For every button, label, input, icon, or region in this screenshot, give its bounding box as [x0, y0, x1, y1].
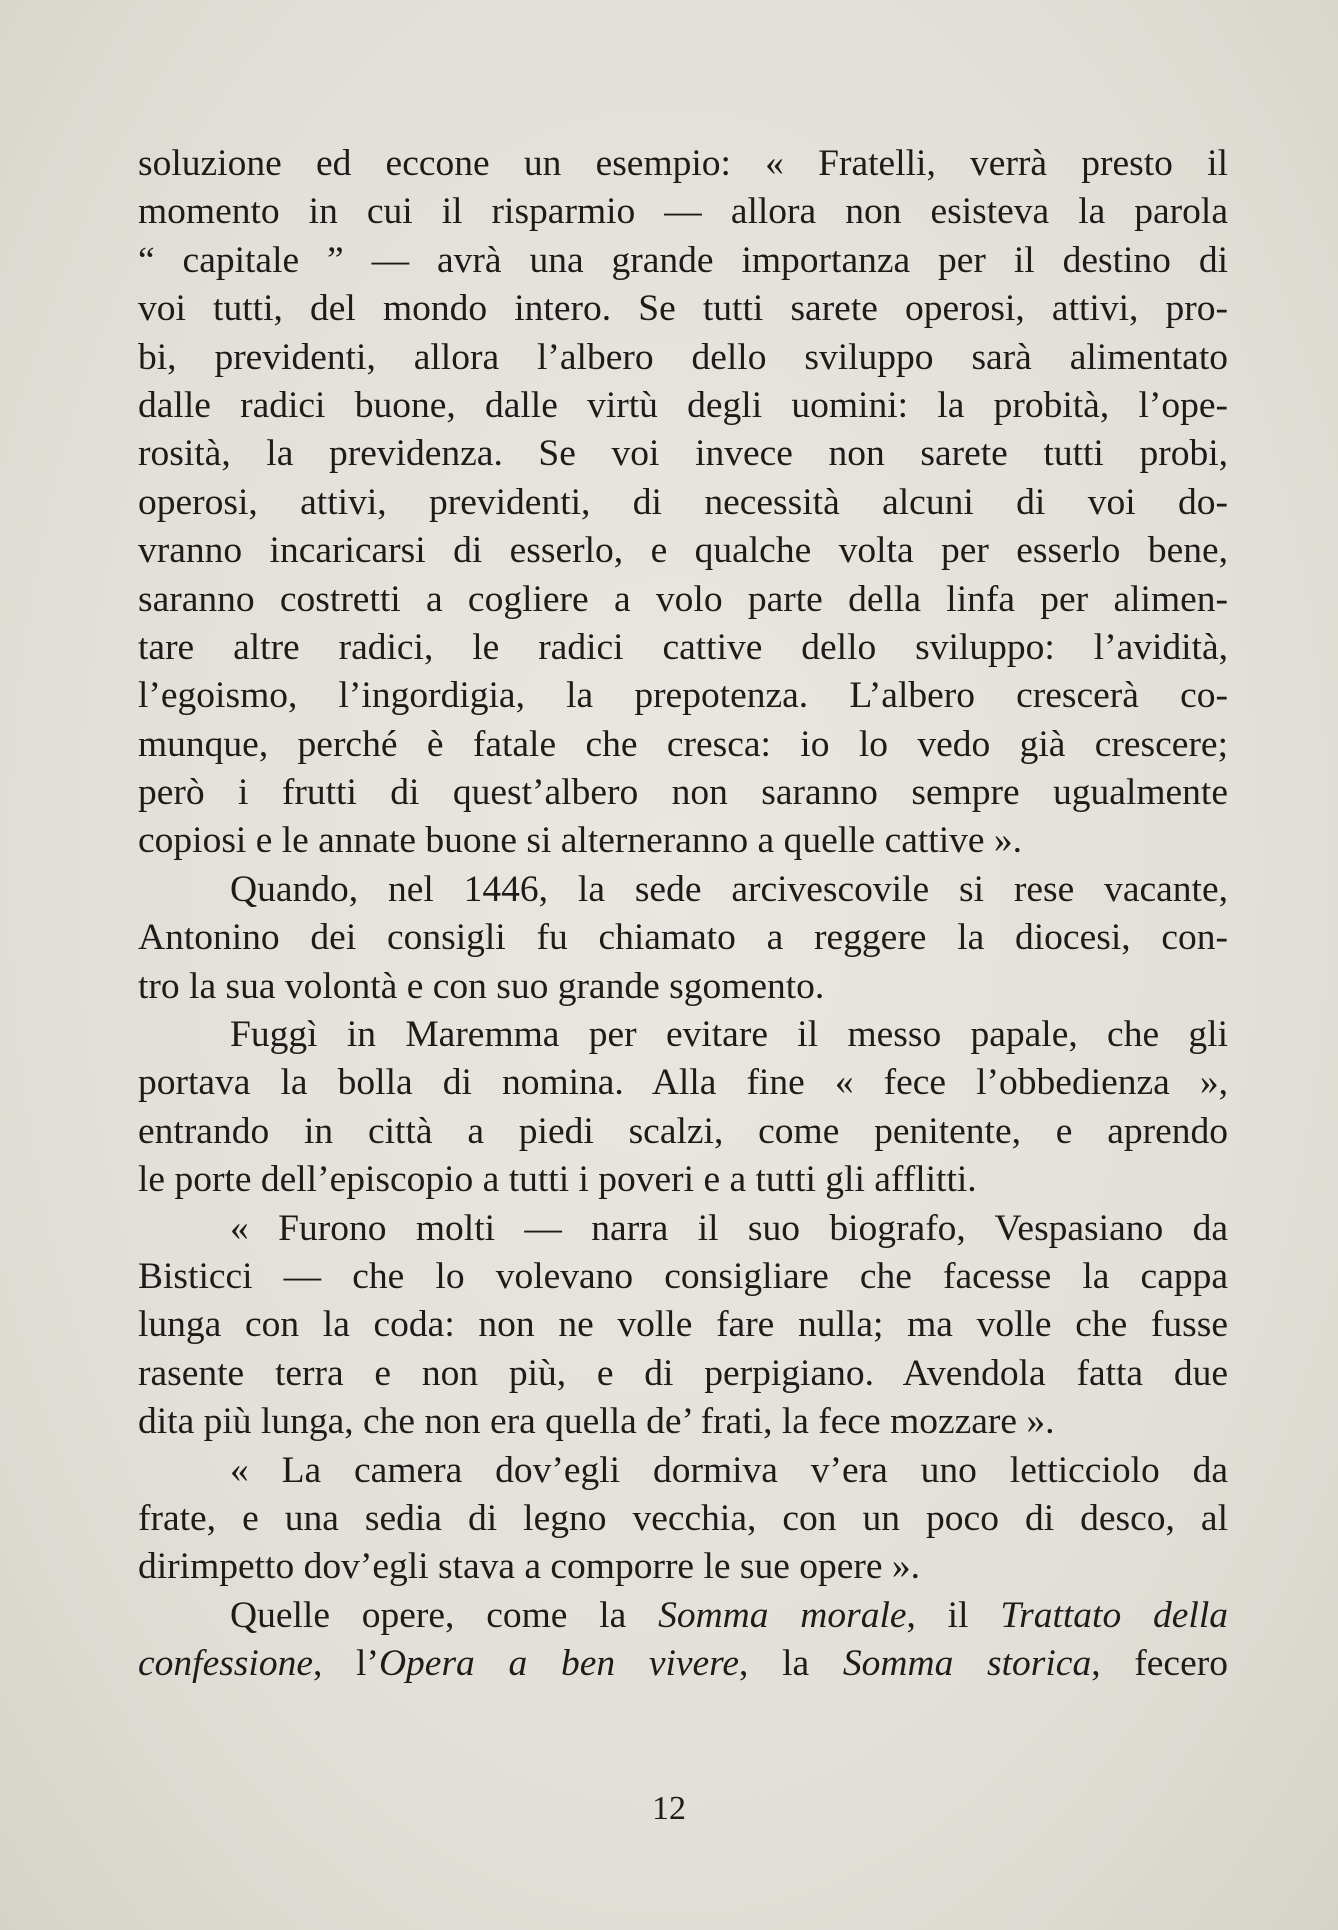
text-line: tro la sua volontà e con suo grande sgomento.: [138, 965, 825, 1007]
text-line: copiosi e le annate buone si alterneranno a quelle cattive ».: [138, 820, 1023, 862]
text-line: frate, e una sedia di legno vecchia, con un poco di desco, al: [138, 1497, 1228, 1539]
text-line: dalle radici buone, dalle virtù degli uomini: la probità, l’ope-: [138, 384, 1228, 426]
text-run: , la: [739, 1643, 843, 1685]
text-line: saranno costretti a cogliere a volo parte della linfa per alimen-: [138, 578, 1228, 620]
text-line: momento in cui il risparmio — allora non esisteva la parola: [138, 191, 1228, 233]
text-line: “ capitale ” — avrà una grande importanza per il destino di: [138, 239, 1228, 281]
body-text: [138, 140, 1228, 1689]
text-line: bi, previdenti, allora l’albero dello sviluppo sarà alimentato: [138, 336, 1228, 378]
paragraph-start-line: « Furono molti — narra il suo biografo, Vespasiano da: [230, 1207, 1228, 1249]
text-line: lunga con la coda: non ne volle fare nulla; ma volle che fusse: [138, 1304, 1228, 1346]
text-line: Antonino dei consigli fu chiamato a reggere la diocesi, con-: [138, 917, 1228, 959]
text-line: tare altre radici, le radici cattive dello sviluppo: l’avidità,: [138, 626, 1228, 668]
text-line: munque, perché è fatale che cresca: io lo vedo già crescere;: [138, 723, 1228, 765]
text-line: rosità, la previdenza. Se voi invece non sarete tutti probi,: [138, 433, 1228, 475]
text-line: voi tutti, del mondo intero. Se tutti sarete operosi, attivi, pro-: [138, 288, 1228, 330]
text-line: portava la bolla di nomina. Alla fine « fece l’obbedienza »,: [138, 1062, 1228, 1104]
text-line: dita più lunga, che non era quella de’ frati, la fece mozzare ».: [138, 1401, 1055, 1443]
text-line: Bisticci — che lo volevano consigliare che facesse la cappa: [138, 1255, 1228, 1297]
paragraph-start-line: Quando, nel 1446, la sede arcivescovile si rese vacante,: [230, 868, 1228, 910]
paragraph-start-line: Fuggì in Maremma per evitare il messo papale, che gli: [230, 1014, 1228, 1056]
book-title: Opera a ben vivere: [378, 1643, 740, 1685]
book-title: Trattato della: [1000, 1594, 1228, 1636]
text-line: dirimpetto dov’egli stava a comporre le sue opere ».: [138, 1546, 921, 1588]
text-line: entrando in città a piedi scalzi, come penitente, e aprendo: [138, 1110, 1228, 1152]
text-line: soluzione ed eccone un esempio: « Fratelli, verrà presto il: [138, 143, 1228, 184]
paragraph-start-line: « La camera dov’egli dormiva v’era uno letticciolo da: [230, 1449, 1228, 1491]
paragraph-start-line: [138, 1592, 1228, 1640]
text-line: rasente terra e non più, e di perpigiano. Avendola fatta due: [138, 1352, 1228, 1394]
text-run: , l’: [312, 1643, 379, 1685]
text-line: le porte dell’episcopio a tutti i poveri e a tutti gli afflitti.: [138, 1159, 977, 1201]
text-run: Quelle opere, come la: [230, 1594, 659, 1636]
text-line: [138, 1640, 1228, 1688]
text-line: però i frutti di quest’albero non saranno sempre ugualmente: [138, 772, 1228, 814]
book-title: Somma morale: [658, 1594, 907, 1636]
book-title: confessione: [138, 1643, 313, 1685]
text-line: operosi, attivi, previdenti, di necessità alcuni di voi do-: [138, 481, 1228, 523]
book-title: Somma storica: [842, 1643, 1092, 1685]
text-run: , fecero: [1091, 1643, 1228, 1685]
text-line: l’egoismo, l’ingordigia, la prepotenza. L’albero crescerà co-: [138, 675, 1228, 717]
text-line: vranno incaricarsi di esserlo, e qualche volta per esserlo bene,: [138, 530, 1228, 572]
page-number: 12: [652, 1790, 686, 1827]
text-run: , il: [906, 1594, 1001, 1636]
